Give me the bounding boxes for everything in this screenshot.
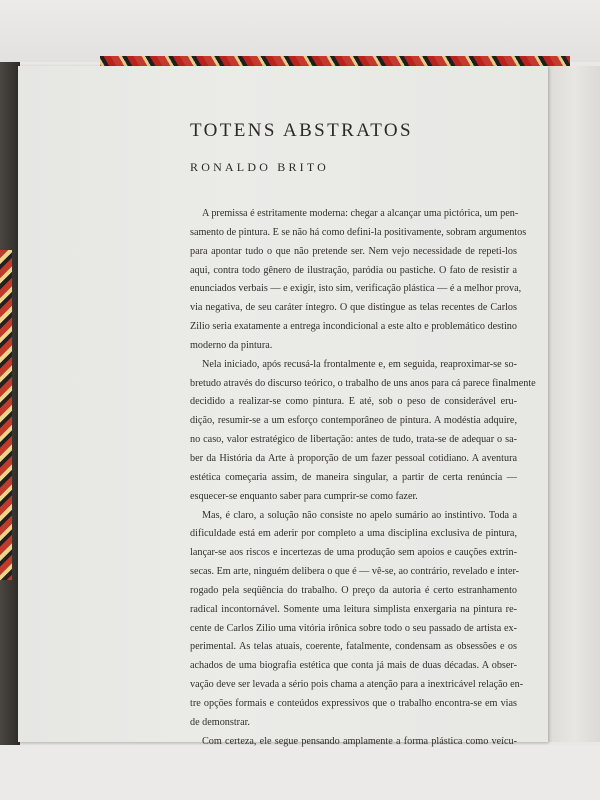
text-line: aqui, contra todo gênero de ilustração, paródia ou pastiche. O fato de resistir a bbox=[190, 264, 517, 276]
text-line: secas. Em arte, ninguém delibera o que é — vê-se, ao contrário, revelado e inter- bbox=[190, 566, 520, 578]
text-line: tre opções formais e conteúdos expressivos que o trabalho encontra-se em vias bbox=[190, 697, 517, 709]
text-line: ber da História da Arte à proporção de um fazer pessoal cotidiano. A aventura bbox=[190, 452, 517, 464]
text-line: dição, resumir-se a um esforço contemporâneo de pintura. A modéstia adquire, bbox=[190, 415, 517, 427]
text-line: dificuldade está em aderir por completo a uma disciplina exclusiva de pintura, bbox=[190, 528, 517, 540]
text-line: vação deve ser levada a sério pois chama a atenção para a inextricável relação en- bbox=[190, 679, 524, 691]
background-wall bbox=[0, 0, 600, 62]
text-line: moderno da pintura. bbox=[190, 339, 273, 351]
text-line: Zilio seria exatamente a entrega incondicional a este alto e problemático destino bbox=[190, 321, 517, 333]
text-line: Mas, é claro, a solução não consiste no apelo sumário ao instintivo. Toda a bbox=[202, 509, 517, 521]
text-line: decidido a realizar-se como pintura. E até, sob o peso de considerável eru- bbox=[190, 396, 517, 408]
text-line: de demonstrar. bbox=[190, 716, 250, 728]
text-line: achados de uma biografia estética que conta já mais de duas décadas. A obser- bbox=[190, 660, 517, 672]
text-line: lançar-se aos riscos e incertezas de uma produção sem apoios e cauções extrin- bbox=[190, 547, 517, 559]
book-cover-pattern bbox=[0, 250, 12, 580]
text-line: Nela iniciado, após recusá-la frontalmente e, em seguida, reaproximar-se so- bbox=[202, 358, 517, 370]
text-line: samento de pintura. E se não há como defini-la positivamente, sobram argumentos bbox=[190, 226, 527, 238]
text-line: no caso, valor estratégico de libertação: antes de tudo, trata-se de adequar o sa- bbox=[190, 434, 517, 446]
text-line: estética começaria assim, de maneira singular, a partir de certa renúncia — bbox=[190, 471, 517, 483]
text-line: via negativa, de seu caráter íntegro. O que distingue as telas recentes de Carlos bbox=[190, 302, 517, 314]
table-surface bbox=[0, 745, 600, 800]
article-author: RONALDO BRITO bbox=[190, 160, 330, 174]
text-line: para apontar tudo o que não pretende ser. Nem vejo necessidade de repeti-los bbox=[190, 245, 517, 257]
text-line: Com certeza, ele segue pensando amplamente a forma plástica como veícu- bbox=[202, 735, 517, 747]
article-body bbox=[190, 205, 536, 751]
text-line: perimental. As telas atuais, coerente, fatalmente, condensam as obsessões e os bbox=[190, 641, 517, 653]
text-line: A premissa é estritamente moderna: chegar a alcançar uma pictórica, um pen- bbox=[202, 208, 519, 219]
text-line: bretudo através do discurso teórico, o trabalho de uns anos para cá parece finalmente bbox=[190, 377, 536, 389]
article-title: TOTENS ABSTRATOS bbox=[190, 120, 413, 141]
text-line: enunciados verbais — e exigir, isto sim, verificação plástica — é a melhor prova, bbox=[190, 283, 522, 295]
text-line: cente de Carlos Zilio uma vitória irônica sobre todo o seu passado de artista ex- bbox=[190, 622, 517, 634]
text-line: rogado pela seqüência do trabalho. O preço da autoria é certo estranhamento bbox=[190, 584, 517, 596]
text-line: radical incontornável. Somente uma leitura simplista enxergaria na pintura re- bbox=[190, 603, 517, 615]
text-line: esquecer-se enquanto saber para cumprir-se como fazer. bbox=[190, 490, 418, 502]
